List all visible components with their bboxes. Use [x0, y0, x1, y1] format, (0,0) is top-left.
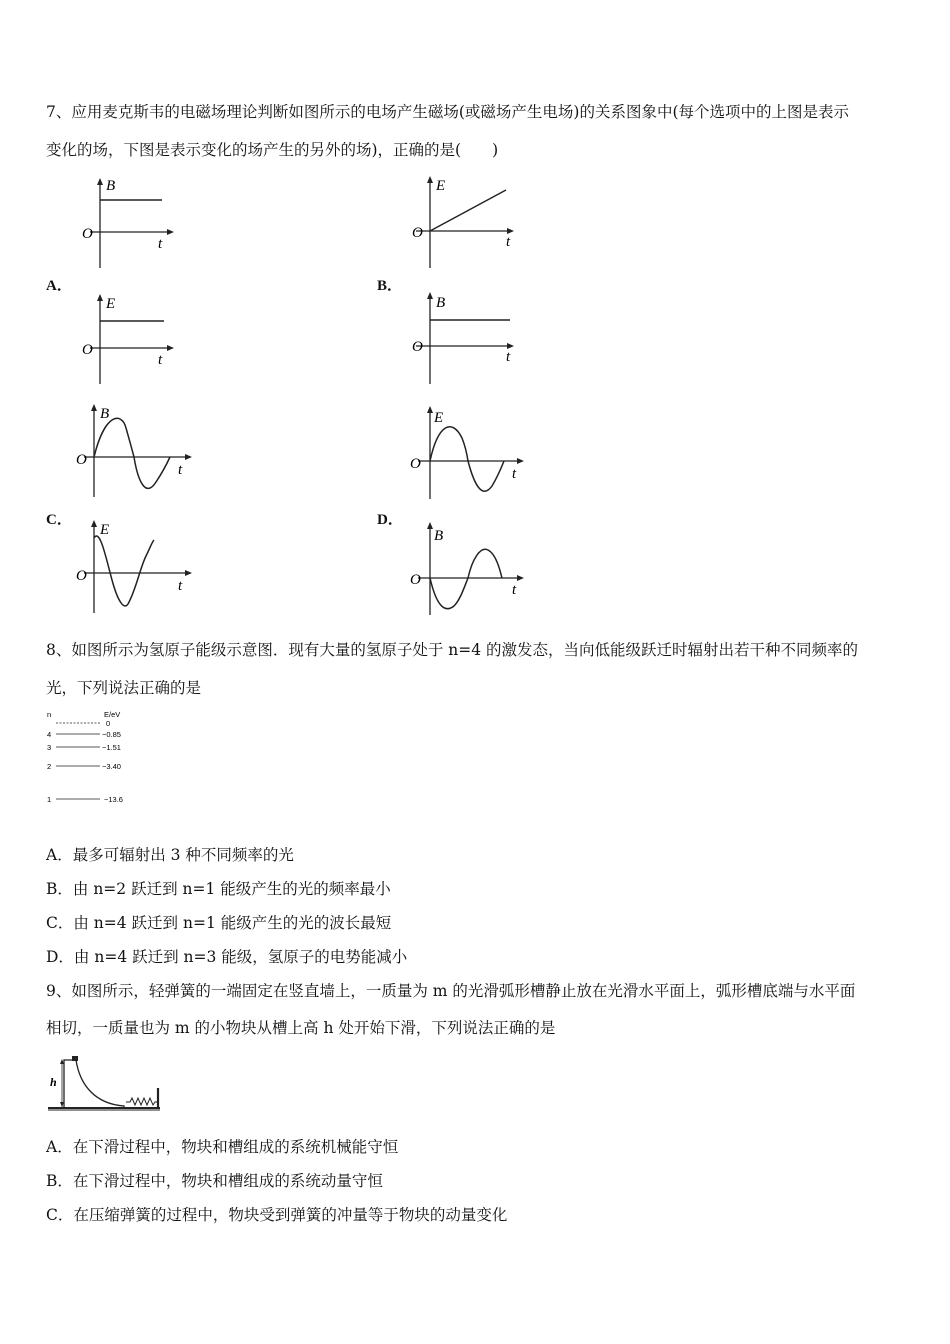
q7-option-c-top-graph	[70, 402, 200, 498]
q9-text-line2: 相切，一质量也为 m 的小物块从槽上高 h 处开始下滑，下列说法正确的是	[46, 1019, 556, 1037]
q7-option-d-top-graph	[402, 404, 532, 500]
h-label: h	[50, 1075, 57, 1089]
axis-label: B	[434, 528, 444, 544]
q9-option-c[interactable]: C．在压缩弹簧的过程中，物块受到弹簧的冲量等于物块的动量变化	[46, 1206, 508, 1224]
t-axis-label: t	[158, 236, 163, 252]
q7-option-b-label[interactable]: B．	[377, 278, 403, 294]
e-header: E/eV	[104, 710, 121, 719]
q7-text-line2: 变化的场，下图是表示变化的场产生的另外的场)，正确的是( )	[46, 141, 499, 159]
small-block	[72, 1056, 78, 1061]
q7-option-a-label[interactable]: A．	[46, 278, 72, 294]
origin-label: O	[76, 568, 87, 584]
axis-label: E	[436, 178, 446, 194]
q9-option-a[interactable]: A．在下滑过程中，物块和槽组成的系统机械能守恒	[46, 1138, 399, 1156]
origin-label: O	[412, 339, 423, 355]
level-n: 1	[47, 795, 52, 804]
axis-label: E	[106, 296, 116, 312]
level-n: 4	[47, 730, 52, 739]
q8-option-a[interactable]: A．最多可辐射出 3 种不同频率的光	[46, 846, 294, 864]
axis-label: B	[106, 178, 116, 194]
q7-option-c-label[interactable]: C．	[46, 512, 72, 528]
slide-spring-diagram	[46, 1052, 166, 1114]
origin-label: O	[82, 342, 93, 358]
t-axis-label: t	[506, 234, 511, 250]
origin-label: O	[82, 226, 93, 242]
t-axis-label: t	[158, 352, 163, 368]
t-axis-label: t	[506, 349, 511, 365]
level-energy: −1.51	[102, 743, 121, 752]
axis-label: B	[436, 295, 446, 311]
q7-option-a-bottom-graph	[70, 292, 180, 387]
q8-option-c[interactable]: C．由 n=4 跃迁到 n=1 能级产生的光的波长最短	[46, 914, 392, 932]
q7-option-d-label[interactable]: D．	[377, 512, 403, 528]
energy-level-diagram	[44, 706, 144, 812]
q7-text-line1: 7、应用麦克斯韦的电磁场理论判断如图所示的电场产生磁场(或磁场产生电场)的关系图象中(每个选项中的上图是表示	[46, 103, 850, 121]
t-axis-label: t	[512, 466, 517, 482]
q7-option-b-top-graph	[402, 174, 522, 269]
origin-label: O	[76, 452, 87, 468]
origin-label: O	[410, 572, 421, 588]
q8-text-line1: 8、如图所示为氢原子能级示意图．现有大量的氢原子处于 n=4 的激发态，当向低能级跃迁时辐射出若干种不同频率的	[46, 641, 859, 659]
level-energy: −13.6	[104, 795, 123, 804]
level-energy: 0	[106, 719, 111, 728]
origin-label: O	[410, 456, 421, 472]
axis-label: B	[100, 406, 110, 422]
level-n: 2	[47, 762, 52, 771]
q7-option-b-bottom-graph	[402, 290, 522, 385]
t-axis-label: t	[178, 462, 183, 478]
level-n: 3	[47, 743, 52, 752]
level-energy: −3.40	[102, 762, 121, 771]
q8-text-line2: 光，下列说法正确的是	[46, 679, 202, 697]
q7-option-a-top-graph	[70, 176, 180, 271]
level-energy: −0.85	[102, 730, 121, 739]
q8-option-b[interactable]: B．由 n=2 跃迁到 n=1 能级产生的光的频率最小	[46, 880, 391, 898]
t-axis-label: t	[178, 578, 183, 594]
axis-label: E	[434, 410, 444, 426]
q9-text-line1: 9、如图所示，轻弹簧的一端固定在竖直墙上，一质量为 m 的光滑弧形槽静止放在光滑水平面上，弧形槽底端与水平面	[46, 982, 856, 1000]
axis-label: E	[100, 522, 110, 538]
t-axis-label: t	[512, 582, 517, 598]
q7-option-d-bottom-graph	[402, 520, 532, 616]
q9-option-b[interactable]: B．在下滑过程中，物块和槽组成的系统动量守恒	[46, 1172, 383, 1190]
q7-option-c-bottom-graph	[70, 518, 200, 614]
n-header: n	[47, 710, 52, 719]
q8-option-d[interactable]: D．由 n=4 跃迁到 n=3 能级，氢原子的电势能减小	[46, 948, 408, 966]
origin-label: O	[412, 225, 423, 241]
